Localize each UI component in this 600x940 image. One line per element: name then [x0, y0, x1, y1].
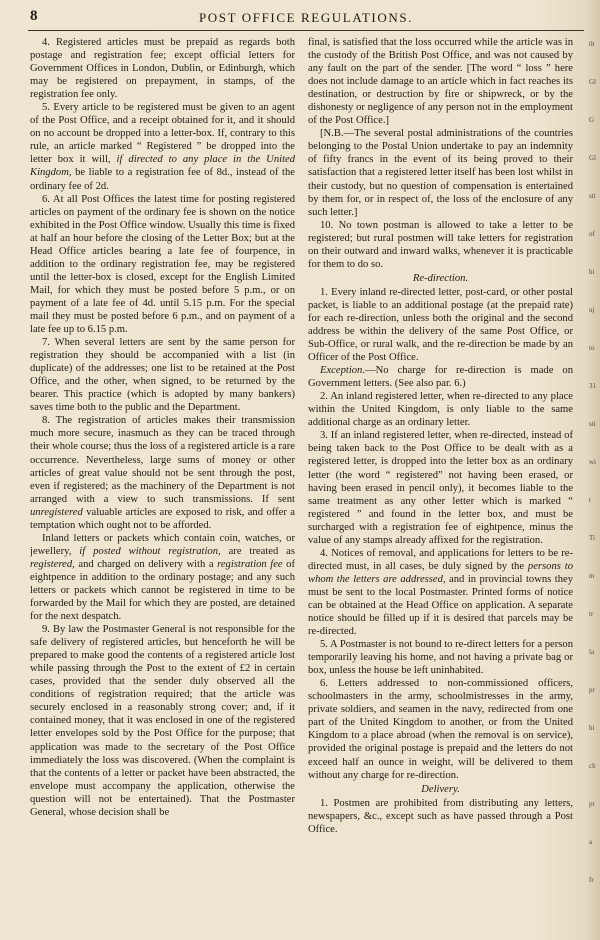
exception-label: Exception: [320, 365, 363, 377]
inland-text-b: are treated as: [220, 545, 295, 557]
edge-fragment: fr: [589, 876, 594, 884]
inland-italic-2: registered,: [30, 558, 75, 570]
running-title: POST OFFICE REGULATIONS.: [198, 10, 414, 25]
paragraph-9-continued: final, is satisfied that the loss occurred while the article was in the custody of the British Post Office, and was not caused by any fault on the part of the sender. [The word “ loss ” here does not include damage to an article which in fact reaches its destination, or destruction by fire or shipwreck, or by the dishonesty or negligence of any person not in the employment of the Post Office.]: [308, 37, 573, 127]
edge-fragment: th: [589, 40, 595, 48]
section-heading-redirection: Re-direction.: [412, 272, 469, 284]
inland-text-d: of eightpence in addition to the ordinary postage; and any such letters or packets which cannot be registered in time to be forwarded by the Mail for which they are posted, are detained for the next despatch.: [30, 558, 295, 623]
redirection-4-text: 4. Notices of removal, and applications for letters to be re-directed must, in all cases, be duly signed by the: [308, 547, 573, 572]
inland-italic-1: if posted without registration,: [79, 545, 221, 557]
paragraph-9: 9. By law the Postmaster General is not responsible for the safe delivery of registered articles, but henceforth he will be prepared to make good the contents of a registered article lost while passing through the Post to the extent of £2 in certain cases, provided that the sender duly observed all the conditions of registration required; that the article was securely enclosed in a reasonably strong cover; and, if it contained money, that it was enclosed in one of the registered letter envelopes sold by the Post Office for the purpose; that application was made to the secretary of the Post Office immediately the loss was discovered. (When the complaint is that the contents of a letter or packet have been abstracted, the envelope must accompany the application, otherwise the question will not be entertained). That the Postmaster General, whose decision shall be: [30, 624, 295, 818]
redirection-2: 2. An inland registered letter, when re-directed to any place within the United Kingdom, is only liable to the same additional charge as an ordinary letter.: [308, 391, 573, 429]
edge-fragment: tr: [589, 610, 594, 618]
edge-fragment: Gl: [589, 78, 596, 86]
redirection-5: 5. A Postmaster is not bound to re-direct letters for a person temporarily leaving his home, and not having a private bag or box, unless the house be left uninhabited.: [308, 639, 573, 677]
paragraph-8-tail: valuable articles are exposed to risk, and offer a temptation which ought not to be afforded.: [30, 506, 295, 531]
right-column: [308, 36, 573, 906]
redirection-3: 3. If an inland registered letter, when re-directed, instead of being taken back to the Post Office to be dealt with as a registered letter, is dropped into the letter box as an ordinary letter (the word “ registered” not having been erased, or having been erased in pencil only), it becomes liable to the same treatment as any other letter which is marked “ registered ” and found in the letter box, and must be surcharged with a registration fee of eightpence, minus the value of any stamps already affixed for the registration.: [308, 430, 573, 546]
edge-fragment: la: [589, 648, 595, 656]
edge-fragment: G: [589, 116, 595, 124]
edge-fragment: Gl: [589, 154, 596, 162]
inland-text-c: and charged on delivery with a: [74, 558, 218, 570]
edge-fragment: Ti: [589, 534, 595, 542]
edge-fragment: 31: [589, 382, 596, 390]
paragraph-5-text: 5. Every article to be registered must be given to an agent of the Post Office, and a receipt obtained for it, and it should on no account be dropped into a letter-box. If, contrary to this rule, an article marked “ Registered ” be dropped into the letter box it will,: [30, 102, 295, 166]
edge-fragment: hi: [589, 268, 595, 276]
paragraph-5: [30, 101, 295, 192]
redirection-6: 6. Letters addressed to non-commissioned officers, schoolmasters in the army, schoolmistresses in the army, private soldiers, and seamen in the navy, redirected from one part of the United Kingdom to another, or from the United Kingdom to a place abroad (when the removal is on service), provided the original postage is prepaid and the letters do not exceed half an ounce in weight, will be delivered to them without any charge for re-direction.: [308, 678, 573, 781]
redirection-exception: [308, 364, 573, 390]
paragraph-5-tail: be liable to a registration fee of 8d., instead of the ordinary fee of 2d.: [30, 167, 295, 192]
nb-note: [N.B.—The several postal administrations of the countries belonging to the Postal Union undertake to pay an indemnity of fifty francs in the event of its being proved to their satisfaction that a registered letter itself has been lost whilst in their custody, but no question of compensation is entertained by them for, or in respect of, the loss of the enclosure of any such letter.]: [308, 128, 573, 218]
paragraph-8: [30, 414, 295, 531]
delivery-1: 1. Postmen are prohibited from distributing any letters, newspapers, &c., except such as have passed through a Post Office.: [308, 797, 573, 835]
redirection-4-italic: persons to whom the letters are addressed,: [308, 560, 573, 585]
edge-fragment: sti: [589, 420, 596, 428]
edge-fragment: t: [589, 496, 591, 504]
edge-fragment: to: [589, 344, 595, 352]
page-number: 8: [30, 8, 38, 24]
redirection-4: [308, 547, 573, 638]
paragraph-8-italic: unregistered: [30, 506, 83, 518]
section-heading-delivery: Delivery.: [421, 783, 460, 795]
edge-fragment: pr: [589, 686, 595, 694]
edge-fragment: a: [589, 838, 593, 846]
paragraph-inland-letters: [30, 532, 295, 623]
edge-fragment: sti: [589, 192, 596, 200]
paragraph-7: 7. When several letters are sent by the same person for registration they should be accompanied with a list (in duplicate) of the addresses; one list to be retained at the Post Office, and the other, when signed, to be returned by the bearer. This practice (which is adopted by many bankers) saves time both to the public and the Department.: [30, 337, 295, 414]
inland-text-a: Inland letters or packets which contain coin, watches, or jewellery,: [30, 532, 295, 557]
page-header: [28, 8, 584, 31]
inland-italic-3: registration fee: [217, 558, 283, 570]
edge-fragment: hi: [589, 724, 595, 732]
paragraph-4: 4. Registered articles must be prepaid as regards both postage and registration fee; except official letters for Government Offices in London, Dublin, or Edinburgh, which may be registered on prepayment, in stamps, of the registration fee only.: [30, 37, 295, 101]
paragraph-5-italic: if directed to any place in the United Kingdom,: [30, 154, 295, 179]
edge-fragment: pr: [589, 800, 595, 808]
paragraph-6: 6. At all Post Offices the latest time for posting registered articles on payment of the ordinary fee is shown on the notice exhibited in the Post Office window. Usually this time is fixed at half an hour before the closing of the Letter Box; but at the Head Office articles bearing a late fee of fourpence, in addition to the ordinary registration fee, may be registered until the letter-box is closed, except for the English Limited Mail, for which they must be posted before 5 p.m., or on payment of a late fee of 4d. until 5.15 p.m. For the special mail they must be posted before 6 p.m., and on payment of a late fee up to 6.15 p.m.: [30, 193, 295, 336]
edge-fragment: uj: [589, 306, 595, 314]
edge-fragment: wi: [589, 458, 596, 466]
paragraph-8-text: 8. The registration of articles makes their transmission much more secure, inasmuch as they can be traced through their whole course; thus the loss of a registered article is a rare occurrence. Nevertheless, large sums of money or other articles of great value should not be sent through the post, even if registered; as the machinery of the Department is not arranged with a view to such transmissions. If sent: [30, 415, 295, 505]
facing-page-edge: [586, 0, 600, 940]
edge-fragment: ch: [589, 762, 596, 770]
edge-fragment: m: [589, 572, 595, 580]
redirection-4-tail: and in provincial towns they must be sent to the local Postmaster. Printed forms of notice can be obtained at the Head Office on application. A separate notice should be filled up if it is desired that parcels may be re-directed.: [308, 573, 573, 638]
left-column: [30, 36, 295, 906]
paragraph-10: 10. No town postman is allowed to take a letter to be registered; but rural postmen will take letters for registration on their outward and inward walks, whenever it is practicable for them to do so.: [308, 219, 573, 270]
edge-fragment: of: [589, 230, 595, 238]
exception-text: .—No charge for re-direction is made on Government letters. (See also par. 6.): [308, 365, 573, 390]
redirection-1: 1. Every inland re-directed letter, post-card, or other postal packet, is liable to an additional postage (at the prepaid rate) for each re-direction, unless both the original and the second address be within the delivery of the same Post Office, or Sub-Office, or rural walk, and the re-direction be made by an Officer of the Post Office.: [308, 286, 573, 364]
